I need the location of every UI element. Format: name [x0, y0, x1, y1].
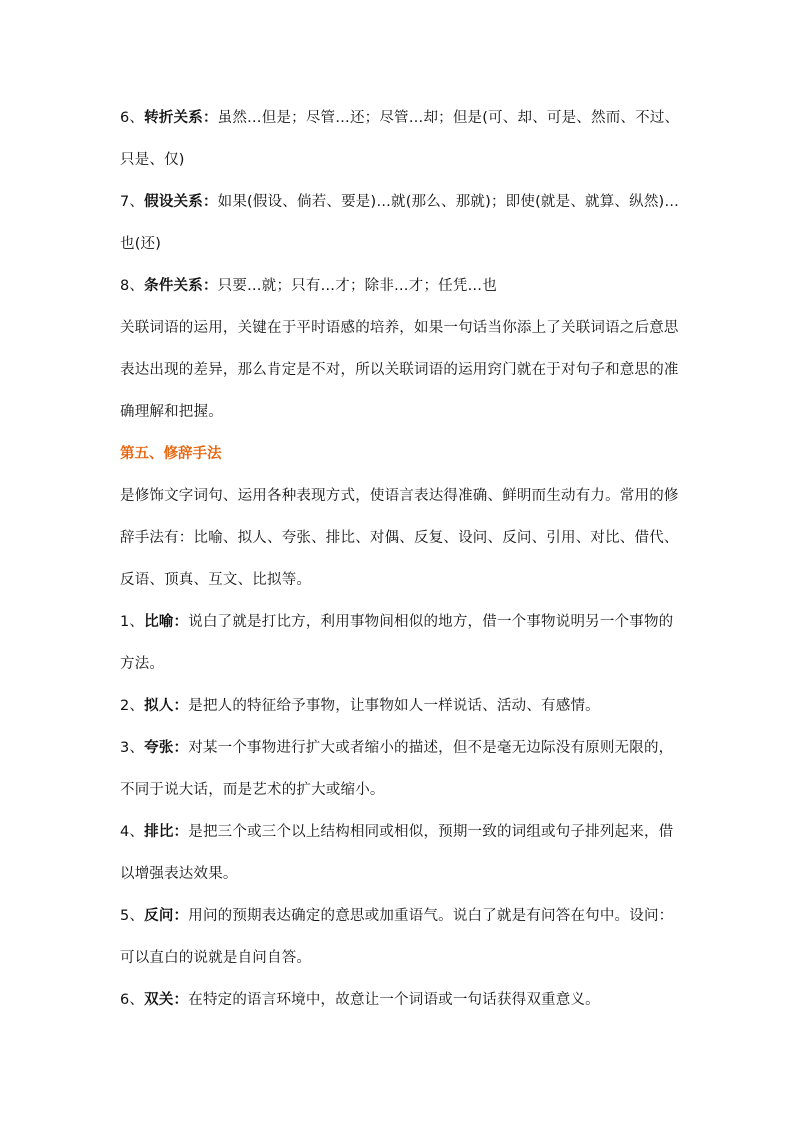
item-number: 6、 [120, 992, 145, 1008]
item-term: 反问： [144, 908, 189, 924]
item-number: 3、 [120, 740, 145, 756]
document-body [120, 97, 680, 1021]
item-text: 是把人的特征给予事物，让事物如人一样说话、活动、有感情。 [188, 698, 600, 714]
list-item-metaphor [120, 601, 680, 685]
item-text: 在特定的语言环境中，故意让一个词语或一句话获得双重意义。 [188, 992, 600, 1008]
item-number: 8、 [120, 278, 145, 294]
list-item-personification [120, 685, 680, 727]
item-text: 如果(假设、倘若、要是)…就(那么、那就)；即使(就是、就算、纵然)…也(还) [120, 194, 680, 252]
summary-paragraph: 关联词语的运用，关键在于平时语感的培养，如果一句话当你添上了关联词语之后意思表达出现的差异，那么肯定是不对，所以关联词语的运用窍门就在于对句子和意思的准确理解和把握。 [120, 320, 679, 420]
item-term: 夸张： [144, 740, 189, 756]
list-item-hyperbole [120, 727, 680, 811]
item-number: 4、 [120, 824, 145, 840]
list-item-pun [120, 979, 680, 1021]
item-text: 用问的预期表达确定的意思或加重语气。说白了就是有问答在句中。设问：可以直白的说就是自问自答。 [120, 908, 674, 966]
section-heading: 第五、修辞手法 [120, 446, 222, 462]
list-item-conditional [120, 265, 680, 307]
item-term: 条件关系： [144, 278, 218, 294]
item-term: 排比： [144, 824, 189, 840]
item-number: 1、 [120, 614, 145, 630]
item-term: 拟人： [144, 698, 189, 714]
section-intro: 是修饰文字词句、运用各种表现方式，使语言表达得准确、鲜明而生动有力。常用的修辞手法有：比喻、拟人、夸张、排比、对偶、反复、设问、反问、引用、对比、借代、反语、顶真、互文、比拟等。 [120, 488, 679, 588]
item-number: 2、 [120, 698, 145, 714]
item-text: 虽然…但是；尽管…还；尽管…却；但是(可、却、可是、然而、不过、只是、仅) [120, 110, 680, 168]
item-text: 只要…就；只有…才；除非…才；任凭…也 [217, 278, 497, 294]
item-text: 是把三个或三个以上结构相同或相似，预期一致的词组或句子排列起来，借以增强表达效果。 [120, 824, 674, 882]
item-number: 6、 [120, 110, 145, 126]
item-term: 假设关系： [144, 194, 218, 210]
item-text: 说白了就是打比方，利用事物间相似的地方，借一个事物说明另一个事物的方法。 [120, 614, 674, 672]
item-term: 比喻： [144, 614, 189, 630]
list-item-hypothetical [120, 181, 680, 265]
item-term: 转折关系： [144, 110, 218, 126]
item-number: 5、 [120, 908, 145, 924]
list-item-rhetorical-question [120, 895, 680, 979]
item-number: 7、 [120, 194, 145, 210]
list-item-parallelism [120, 811, 680, 895]
item-text: 对某一个事物进行扩大或者缩小的描述，但不是毫无边际没有原则无限的，不同于说大话，而是艺术的扩大或缩小。 [120, 740, 674, 798]
list-item-adversative [120, 97, 680, 181]
item-term: 双关： [144, 992, 189, 1008]
